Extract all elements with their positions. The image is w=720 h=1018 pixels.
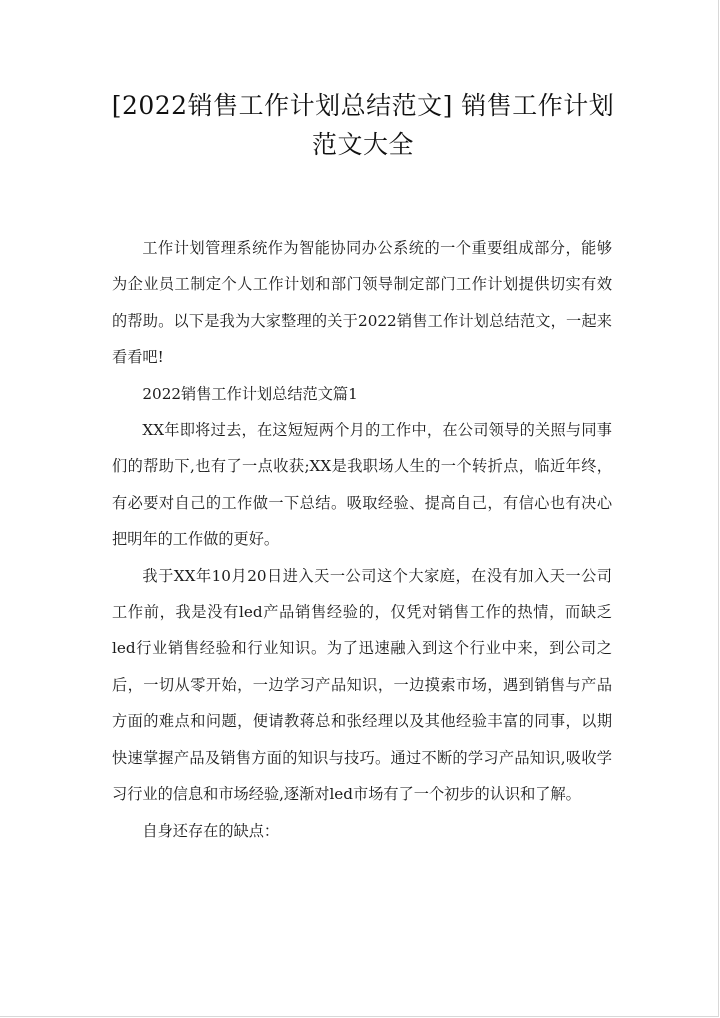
document-title: [2022销售工作计划总结范文] 销售工作计划范文大全: [111, 91, 615, 159]
body-paragraph: XX年即将过去，在这短短两个月的工作中，在公司领导的关照与同事们的帮助下,也有了一点收获;XX是我职场人生的一个转折点，临近年终，有必要对自己的工作做一下总结。吸取经验、提高自己，有信心也有决心把明年的工作做的更好。: [112, 421, 612, 549]
section-heading: 2022销售工作计划总结范文篇1: [142, 384, 358, 403]
subheading-shortcomings: 自身还存在的缺点：: [142, 821, 280, 840]
document-body: [112, 230, 612, 849]
body-paragraph: 我于XX年10月20日进入天一公司这个大家庭，在没有加入天一公司工作前，我是没有led产品销售经验的，仅凭对销售工作的热情，而缺乏led行业销售经验和行业知识。为了迅速融入到这个行业中来，到公司之后，一切从零开始，一边学习产品知识，一边摸索市场，遇到销售与产品方面的难点和问题，便请教蒋总和张经理以及其他经验丰富的同事，以期快速掌握产品及销售方面的知识与技巧。通过不断的学习产品知识,吸收学习行业的信息和市场经验,逐渐对led市场有了一个初步的认识和了解。: [112, 566, 612, 804]
intro-paragraph: 工作计划管理系统作为智能协同办公系统的一个重要组成部分，能够为企业员工制定个人工作计划和部门领导制定部门工作计划提供切实有效的帮助。以下是我为大家整理的关于2022销售工作计划总结范文，一起来看看吧!: [112, 239, 612, 367]
